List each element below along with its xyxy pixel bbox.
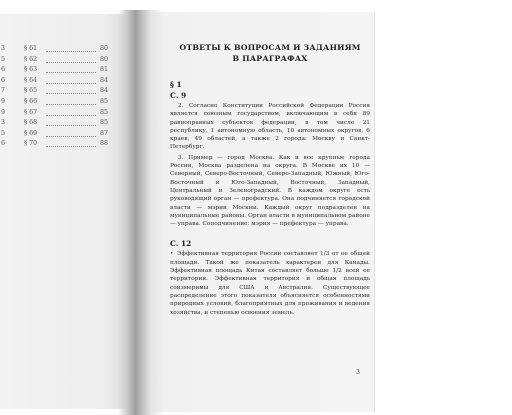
- right-page: [140, 12, 374, 412]
- left-page: [0, 14, 130, 409]
- page-content: [170, 42, 370, 317]
- page-number: 3: [356, 369, 360, 376]
- block-heading-p12: С. 12: [170, 239, 192, 249]
- answer-paragraph-3: 3. Пример — город Москва. Как и все крупные города России, Москва разделена на округа. В Москве их 10 — Северный, Северо-Восточный, Северо-Западный, Южный, Юго-Восточный и Юго-Западный, Восточный, Западный, Центральный и Зеленоградский. В каждом округе есть руководящий орган — префектура. Она подчиняется городской власти — мэрии Москвы. Каждый округ подразделен на муниципальные районы. Орган власти в муниципальном районе — управа. Соподчинение: мэрия — префектура — управа.: [170, 154, 370, 228]
- toc-row: 5 § 62 80: [1, 55, 108, 63]
- book-gutter: [118, 10, 164, 415]
- section-heading: § 1: [170, 80, 182, 89]
- answer-paragraph-2: 2. Согласно Конституции Российской Федерации Россия является союзным государством, включающим в себя 89 равноправных субъектов федерации, в том числе 21 республику, 1 автономную область, 10 автономных округов, 6 краев, 49 областей, а также 2 города: Москву и Санкт-Петербург.: [170, 103, 370, 151]
- title-line-2: В ПАРАГРАФАХ: [232, 54, 308, 63]
- toc-row: 3 § 61 80: [1, 45, 108, 52]
- toc-row: 3 § 68 85: [1, 119, 108, 127]
- toc-row: 9 § 66 85: [1, 97, 108, 105]
- toc-row: 6 § 64 84: [1, 76, 108, 84]
- toc-row: 7 § 65 84: [1, 87, 108, 95]
- toc-row: 6 § 70 88: [1, 140, 108, 148]
- title-line-1: ОТВЕТЫ К ВОПРОСАМ И ЗАДАНИЯМ: [179, 43, 361, 52]
- answer-bullet-paragraph: • Эффективная территория России составляет 1/3 от ее общей площади. Такой же показатель характерен для Канады. Эффективная площадь Китая составляет больше 1/2 всей ее территории. Эффективная территория и общая площадь соизмеримы для США и Австралии. Существующее распределение этого показателя объясняется особенностями природных условий, благоприятных для проживания и ведения хозяйства, и степенью освоения земель.: [170, 250, 370, 316]
- table-of-contents: [0, 44, 122, 150]
- block-heading-p9: С. 9: [170, 91, 187, 100]
- page-title: [170, 42, 370, 64]
- toc-row: 6 § 63 81: [1, 66, 108, 74]
- toc-row: 5 § 69 87: [1, 129, 108, 137]
- toc-row: 9 § 67 85: [1, 108, 108, 116]
